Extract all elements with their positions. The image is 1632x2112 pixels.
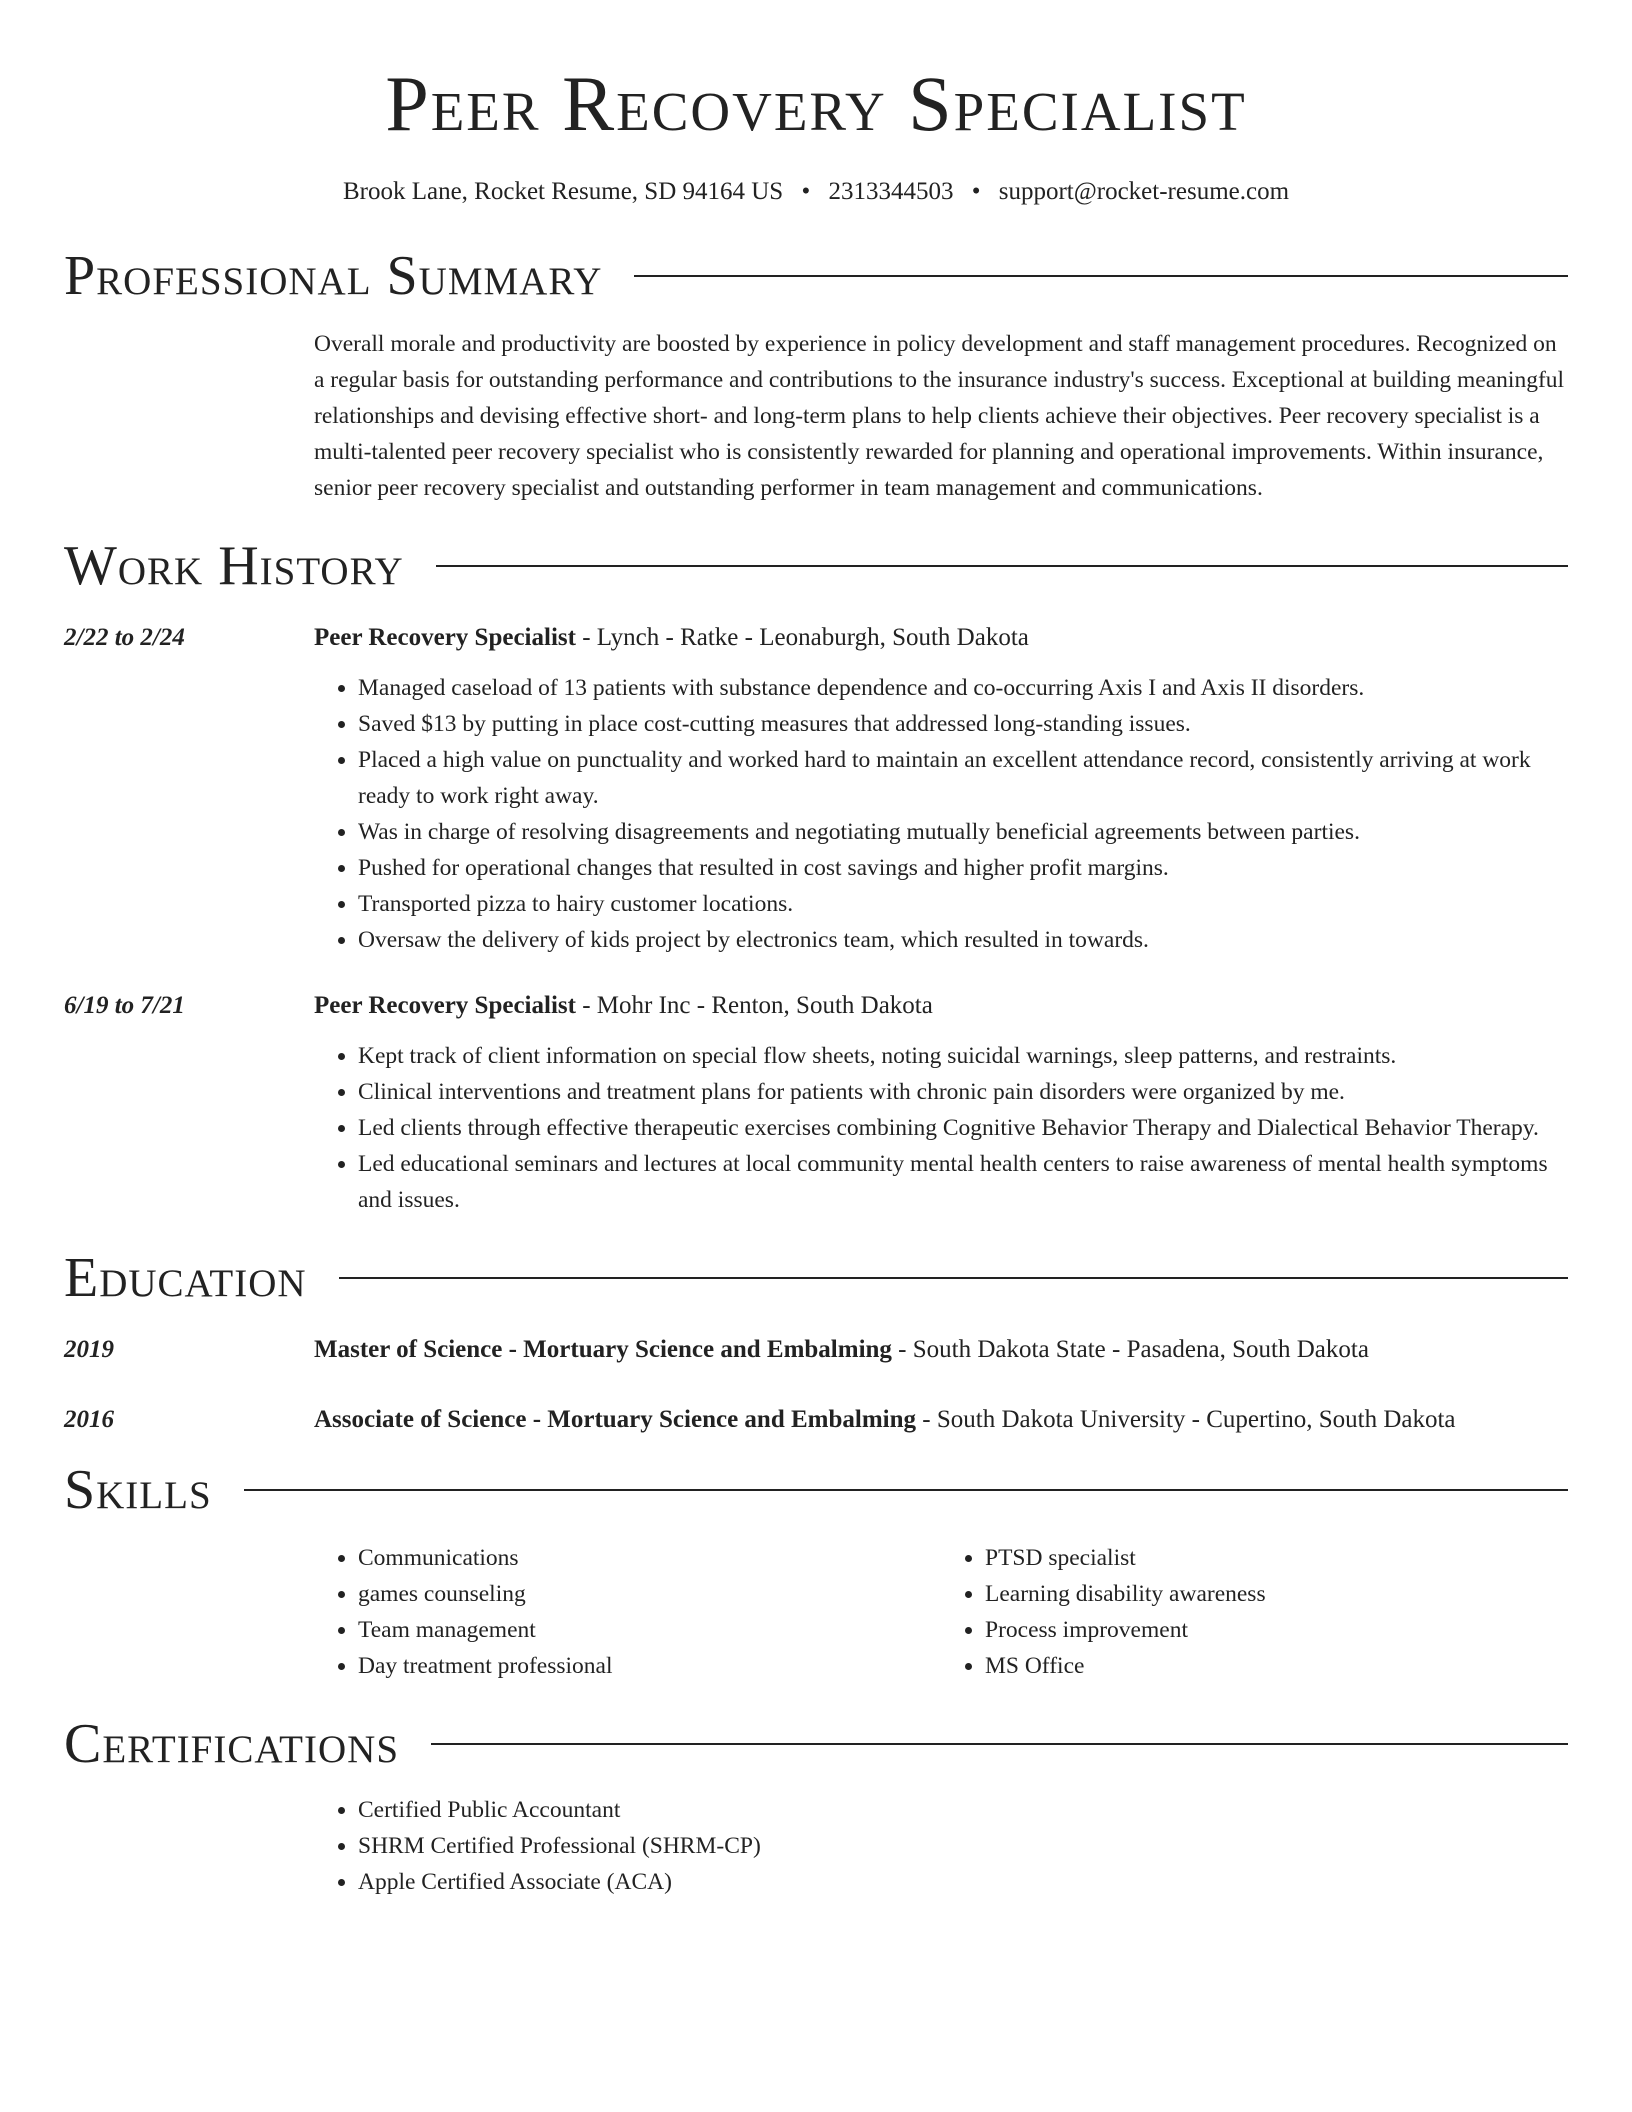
job-title: Peer Recovery Specialist xyxy=(314,624,576,651)
certifications-section xyxy=(64,1776,1568,1900)
section-divider xyxy=(339,1277,1568,1279)
list-item: • Day treatment professional xyxy=(358,1648,941,1684)
contact-separator: • xyxy=(801,178,811,205)
list-item: • Placed a high value on punctuality and worked hard to maintain an excellent attendance record, consistently arriving at work ready to work right away. xyxy=(358,742,1568,814)
education-entry xyxy=(64,1402,1568,1438)
list-item: • Oversaw the delivery of kids project by electronics team, which resulted in towards. xyxy=(358,922,1568,958)
list-item: • games counseling xyxy=(358,1576,941,1612)
list-item: • Transported pizza to hairy customer locations. xyxy=(358,886,1568,922)
education-details: - South Dakota University - Cupertino, South Dakota xyxy=(916,1406,1456,1433)
list-item: • Pushed for operational changes that resulted in cost savings and higher profit margins. xyxy=(358,850,1568,886)
resume-title: Peer Recovery Specialist xyxy=(385,60,1247,147)
list-item: • PTSD specialist xyxy=(985,1540,1568,1576)
summary-heading: Professional Summary xyxy=(64,245,603,307)
job-entry xyxy=(64,988,1568,1218)
job-details: - Mohr Inc - Renton, South Dakota xyxy=(575,992,933,1019)
certifications-heading: Certifications xyxy=(64,1713,400,1775)
list-item: • Learning disability awareness xyxy=(985,1576,1568,1612)
list-item: • Kept track of client information on special flow sheets, noting suicidal warnings, sleep patterns, and restraints. xyxy=(358,1038,1568,1074)
list-item: • Team management xyxy=(358,1612,941,1648)
list-item: • MS Office xyxy=(985,1648,1568,1684)
education-details: - South Dakota State - Pasadena, South Dakota xyxy=(891,1336,1369,1363)
education-heading-line xyxy=(314,1332,1568,1368)
summary-section-header xyxy=(64,244,1568,308)
list-item: • Clinical interventions and treatment plans for patients with chronic pain disorders were organized by me. xyxy=(358,1074,1568,1110)
left-spacer xyxy=(64,1776,314,1900)
education-degree: Associate of Science - Mortuary Science and Embalming xyxy=(314,1406,917,1433)
job-entry xyxy=(64,620,1568,958)
certifications-list xyxy=(314,1792,1568,1900)
list-item: • Led educational seminars and lectures at local community mental health centers to raise awareness of mental health symptoms and issues. xyxy=(358,1146,1568,1218)
list-item: • Managed caseload of 13 patients with substance dependence and co-occurring Axis I and Axis II disorders. xyxy=(358,670,1568,706)
list-item: • SHRM Certified Professional (SHRM-CP) xyxy=(358,1828,1568,1864)
section-divider xyxy=(634,275,1568,277)
job-details: - Lynch - Ratke - Leonaburgh, South Dakota xyxy=(575,624,1029,651)
work-heading: Work History xyxy=(64,535,404,597)
contact-email: support@rocket-resume.com xyxy=(998,178,1290,205)
work-section-header xyxy=(64,534,1568,598)
education-year: 2016 xyxy=(64,1406,114,1433)
left-spacer xyxy=(64,1522,314,1684)
list-item: • Was in charge of resolving disagreements and negotiating mutually beneficial agreements between parties. xyxy=(358,814,1568,850)
summary-section xyxy=(64,326,1568,506)
list-item: • Communications xyxy=(358,1540,941,1576)
job-dates: 6/19 to 7/21 xyxy=(64,992,185,1019)
education-entry xyxy=(64,1332,1568,1368)
skills-list-left xyxy=(314,1540,941,1684)
education-degree: Master of Science - Mortuary Science and Embalming xyxy=(314,1336,892,1363)
skills-section-header xyxy=(64,1458,1568,1522)
left-spacer xyxy=(64,1024,314,1218)
certifications-section-header xyxy=(64,1712,1568,1776)
section-divider xyxy=(436,565,1568,567)
job-title: Peer Recovery Specialist xyxy=(314,992,576,1019)
job-dates: 2/22 to 2/24 xyxy=(64,624,185,651)
skills-list-right xyxy=(941,1540,1568,1684)
education-heading: Education xyxy=(64,1247,307,1309)
job-heading xyxy=(314,988,1568,1024)
list-item: • Apple Certified Associate (ACA) xyxy=(358,1864,1568,1900)
skills-section xyxy=(64,1522,1568,1684)
contact-separator: • xyxy=(971,178,981,205)
left-spacer xyxy=(64,656,314,958)
education-year: 2019 xyxy=(64,1336,114,1363)
list-item: • Certified Public Accountant xyxy=(358,1792,1568,1828)
education-heading-line xyxy=(314,1402,1568,1438)
job-bullets xyxy=(314,670,1568,958)
list-item: • Saved $13 by putting in place cost-cutting measures that addressed long-standing issues. xyxy=(358,706,1568,742)
job-heading xyxy=(314,620,1568,656)
education-section-header xyxy=(64,1246,1568,1310)
section-divider xyxy=(431,1743,1568,1745)
list-item: • Process improvement xyxy=(985,1612,1568,1648)
section-divider xyxy=(244,1489,1568,1491)
skills-heading: Skills xyxy=(64,1459,212,1521)
list-item: • Led clients through effective therapeutic exercises combining Cognitive Behavior Therapy and Dialectical Behavior Therapy. xyxy=(358,1110,1568,1146)
skills-grid xyxy=(314,1540,1568,1684)
job-bullets xyxy=(314,1038,1568,1218)
contact-line xyxy=(64,176,1568,208)
summary-text: Overall morale and productivity are boosted by experience in policy development and staff management procedures. Recognized on a regular basis for outstanding performance and contributions to the insurance industry's success. Exceptional at building meaningful relationships and devising effective short- and long-term plans to help clients achieve their objectives. Peer recovery specialist is a multi-talented peer recovery specialist who is consistently rewarded for planning and operational improvements. Within insurance, senior peer recovery specialist and outstanding performer in team management and communications. xyxy=(314,331,1565,501)
contact-phone: 2313344503 xyxy=(828,178,954,205)
left-spacer xyxy=(64,326,314,506)
contact-address: Brook Lane, Rocket Resume, SD 94164 US xyxy=(342,178,784,205)
